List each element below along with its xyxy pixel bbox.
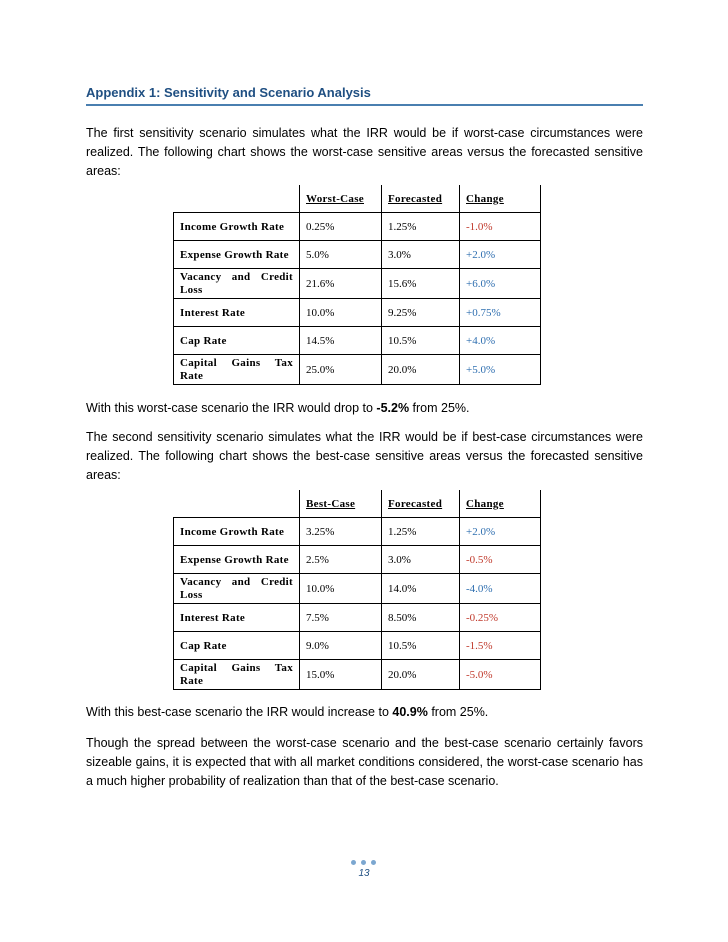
worst-case-column-header: Worst-Case	[300, 185, 382, 213]
best-case-column-header: Best-Case	[300, 490, 382, 518]
conclusion-paragraph: Though the spread between the worst-case scenario and the best-case scenario certainly favors sizeable gains, it is expected that with all market conditions considered, the worst-case scenario has a much higher probability of realization than that of the best-case scenario.	[86, 736, 643, 788]
change-value: +0.75%	[460, 299, 541, 327]
best-case-value: 3.25%	[300, 518, 382, 546]
worst-case-result	[86, 399, 643, 418]
change-value: -4.0%	[460, 574, 541, 604]
worst-case-table	[173, 185, 541, 385]
header-blank-cell	[174, 185, 300, 213]
row-label: Cap Rate	[174, 327, 300, 355]
change-value: +6.0%	[460, 269, 541, 299]
best-case-value: 9.0%	[300, 632, 382, 660]
result-text-before: With this worst-case scenario the IRR would drop to	[86, 401, 377, 415]
forecasted-value: 15.6%	[382, 269, 460, 299]
row-label: Capital Gains Tax Rate	[174, 355, 300, 385]
forecasted-value: 20.0%	[382, 660, 460, 690]
change-value: +4.0%	[460, 327, 541, 355]
worst-case-value: 5.0%	[300, 241, 382, 269]
forecasted-value: 3.0%	[382, 546, 460, 574]
forecasted-value: 14.0%	[382, 574, 460, 604]
change-column-header: Change	[460, 185, 541, 213]
row-label: Interest Rate	[174, 299, 300, 327]
best-case-value: 2.5%	[300, 546, 382, 574]
table-row	[174, 269, 541, 299]
forecasted-value: 20.0%	[382, 355, 460, 385]
table-row	[174, 546, 541, 574]
forecasted-value: 9.25%	[382, 299, 460, 327]
best-case-result	[86, 703, 643, 722]
worst-case-value: 25.0%	[300, 355, 382, 385]
change-value: -0.5%	[460, 546, 541, 574]
change-value: +2.0%	[460, 241, 541, 269]
table-row	[174, 574, 541, 604]
irr-value: -5.2%	[376, 401, 410, 415]
best-case-value: 15.0%	[300, 660, 382, 690]
table-header-row	[174, 490, 541, 518]
worst-case-value: 0.25%	[300, 213, 382, 241]
table-row	[174, 632, 541, 660]
forecasted-value: 1.25%	[382, 518, 460, 546]
change-value: -1.5%	[460, 632, 541, 660]
best-case-value: 7.5%	[300, 604, 382, 632]
change-value: +5.0%	[460, 355, 541, 385]
table-row	[174, 299, 541, 327]
page-number: 13	[358, 868, 370, 879]
row-label: Expense Growth Rate	[174, 546, 300, 574]
forecasted-value: 1.25%	[382, 213, 460, 241]
best-case-value: 10.0%	[300, 574, 382, 604]
change-column-header: Change	[460, 490, 541, 518]
header-blank-cell	[174, 490, 300, 518]
best-case-table	[173, 490, 541, 690]
forecasted-value: 8.50%	[382, 604, 460, 632]
result-text-before: With this best-case scenario the IRR would increase to	[86, 705, 393, 719]
table-row	[174, 241, 541, 269]
change-value: +2.0%	[460, 518, 541, 546]
forecasted-value: 3.0%	[382, 241, 460, 269]
forecasted-value: 10.5%	[382, 327, 460, 355]
table-row	[174, 355, 541, 385]
table-header-row	[174, 185, 541, 213]
table-row	[174, 327, 541, 355]
worst-case-value: 21.6%	[300, 269, 382, 299]
result-text-after: from 25%.	[409, 401, 470, 415]
row-label: Capital Gains Tax Rate	[174, 660, 300, 690]
row-label: Vacancy and Credit Loss	[174, 574, 300, 604]
section-heading: Appendix 1: Sensitivity and Scenario Analysis	[86, 85, 643, 106]
forecasted-column-header: Forecasted	[382, 185, 460, 213]
row-label: Cap Rate	[174, 632, 300, 660]
row-label: Income Growth Rate	[174, 213, 300, 241]
table-row	[174, 660, 541, 690]
row-label: Vacancy and Credit Loss	[174, 269, 300, 299]
table-row	[174, 213, 541, 241]
row-label: Income Growth Rate	[174, 518, 300, 546]
table-row	[174, 604, 541, 632]
best-case-intro: The second sensitivity scenario simulates what the IRR would be if best-case circumstances were realized. The following chart shows the best-case sensitive areas versus the forecasted sensitive areas:	[86, 430, 643, 482]
page-ornament-dots	[351, 860, 377, 868]
table-row	[174, 518, 541, 546]
worst-case-intro: The first sensitivity scenario simulates what the IRR would be if worst-case circumstances were realized. The following chart shows the worst-case sensitive areas versus the forecasted sensitive areas:	[86, 126, 643, 178]
irr-value: 40.9%	[392, 705, 428, 719]
forecasted-column-header: Forecasted	[382, 490, 460, 518]
row-label: Expense Growth Rate	[174, 241, 300, 269]
change-value: -1.0%	[460, 213, 541, 241]
worst-case-value: 10.0%	[300, 299, 382, 327]
worst-case-value: 14.5%	[300, 327, 382, 355]
change-value: -0.25%	[460, 604, 541, 632]
change-value: -5.0%	[460, 660, 541, 690]
forecasted-value: 10.5%	[382, 632, 460, 660]
result-text-after: from 25%.	[427, 705, 489, 719]
row-label: Interest Rate	[174, 604, 300, 632]
